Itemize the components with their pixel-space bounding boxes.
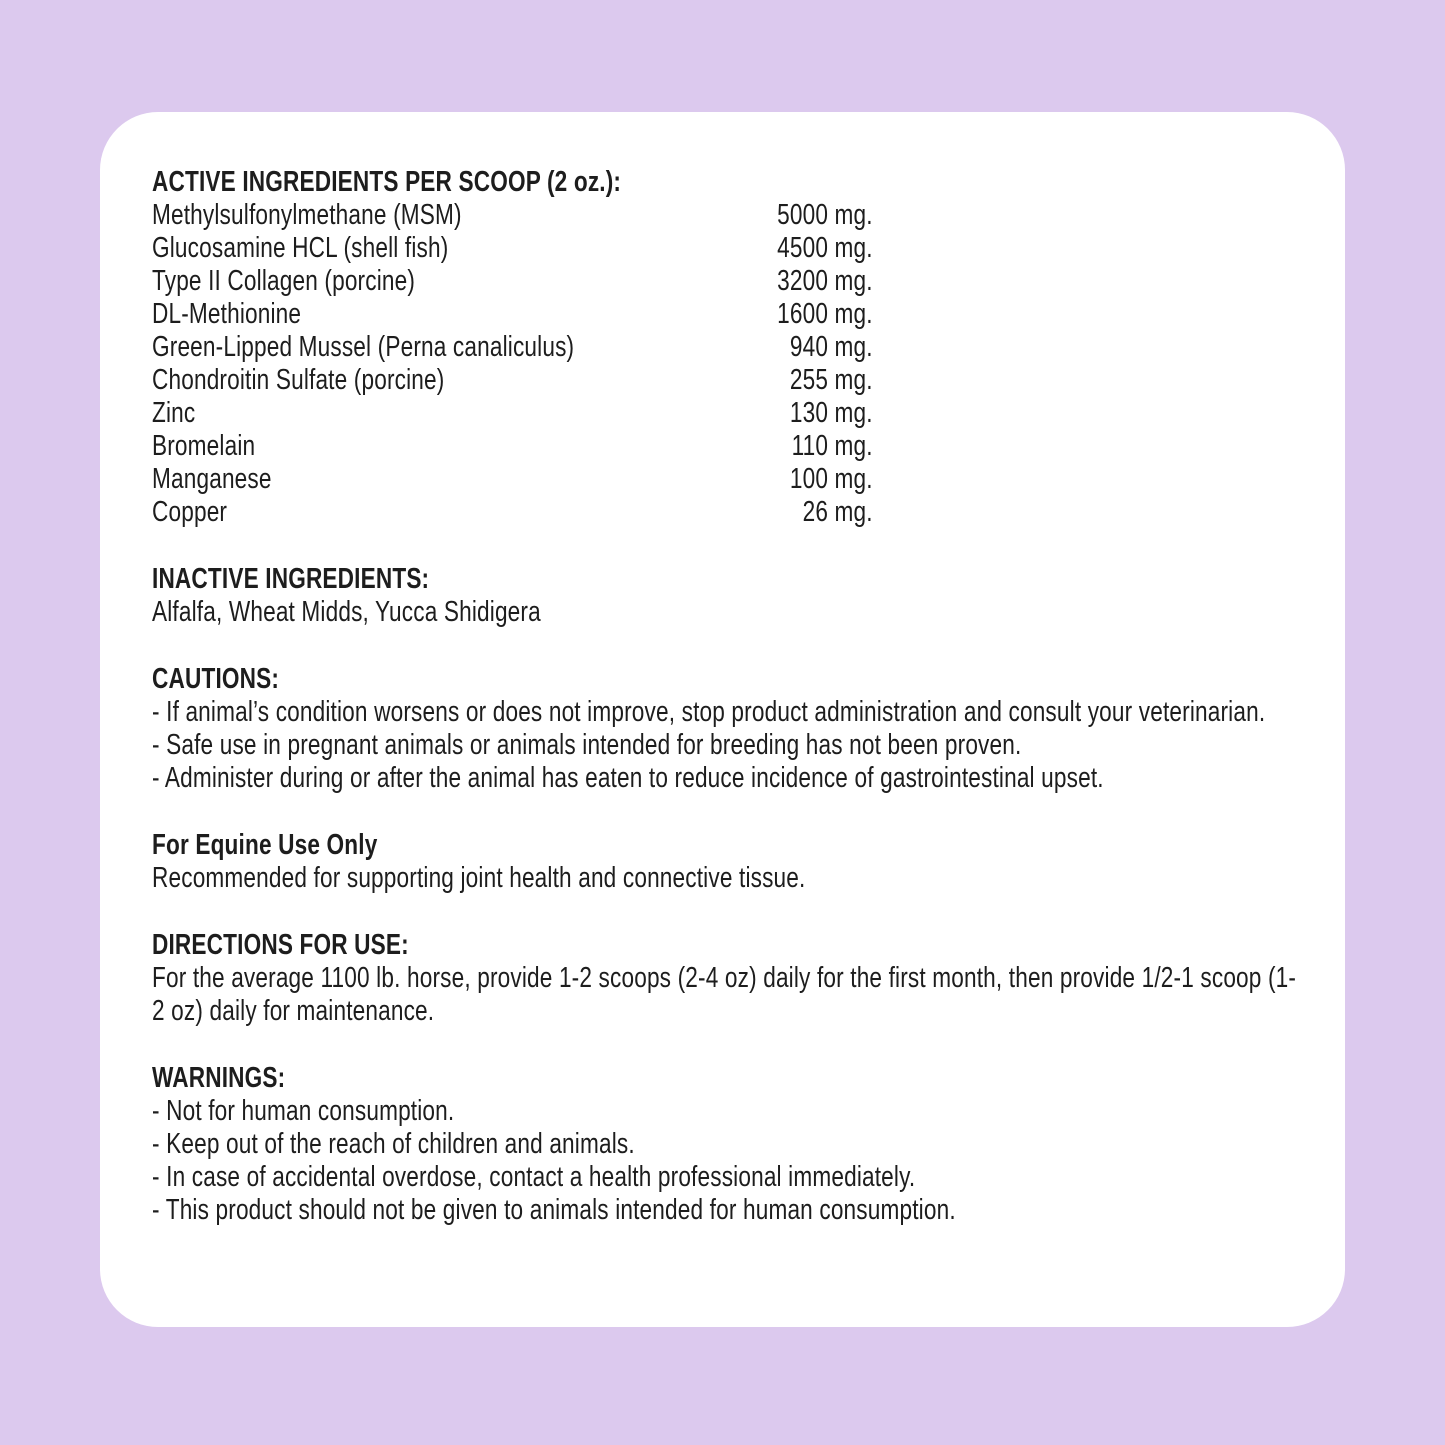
inactive-ingredients-heading: INACTIVE INGREDIENTS: xyxy=(152,563,430,595)
directions-body: For the average 1100 lb. horse, provide 1-2 scoops (2-4 oz) daily for the first month, then provide 1/2-1 scoop (1-2 oz) daily for maintenance. xyxy=(152,962,1297,1027)
ingredient-name: Manganese xyxy=(152,463,272,495)
ingredient-name: Green-Lipped Mussel (Perna canaliculus) xyxy=(152,331,575,363)
ingredient-row xyxy=(152,397,873,430)
ingredient-amount: 5000 mg. xyxy=(777,199,873,231)
directions-heading: DIRECTIONS FOR USE: xyxy=(152,929,409,961)
ingredient-amount: 940 mg. xyxy=(789,331,873,363)
ingredient-name: Methylsulfonylmethane (MSM) xyxy=(152,199,462,231)
inactive-ingredients-section xyxy=(152,563,1299,629)
ingredient-name: Bromelain xyxy=(152,430,256,462)
active-ingredients-section xyxy=(152,166,1299,529)
ingredient-name: Type II Collagen (porcine) xyxy=(152,265,416,297)
ingredient-row xyxy=(152,298,873,331)
label-card xyxy=(100,112,1345,1327)
ingredient-row xyxy=(152,232,873,265)
equine-use-heading: For Equine Use Only xyxy=(152,829,378,861)
ingredient-amount: 130 mg. xyxy=(789,397,873,429)
ingredient-name: DL-Methionine xyxy=(152,298,302,330)
warnings-heading: WARNINGS: xyxy=(152,1062,286,1094)
inactive-ingredients-list: Alfalfa, Wheat Midds, Yucca Shidigera xyxy=(152,596,541,628)
warning-item: - In case of accidental overdose, contact a health professional immediately. xyxy=(152,1161,916,1193)
equine-use-section xyxy=(152,829,1299,895)
ingredient-name: Glucosamine HCL (shell fish) xyxy=(152,232,449,264)
ingredient-row xyxy=(152,364,873,397)
caution-item: - Administer during or after the animal has eaten to reduce incidence of gastrointestinal upset. xyxy=(152,762,1104,794)
warning-item: - Keep out of the reach of children and animals. xyxy=(152,1128,635,1160)
equine-use-description: Recommended for supporting joint health and connective tissue. xyxy=(152,862,806,894)
ingredient-row xyxy=(152,331,873,364)
ingredient-name: Copper xyxy=(152,496,228,528)
ingredient-row xyxy=(152,265,873,298)
ingredient-row xyxy=(152,463,873,496)
cautions-heading: CAUTIONS: xyxy=(152,663,280,695)
ingredient-amount: 110 mg. xyxy=(791,430,873,462)
ingredient-row xyxy=(152,199,873,232)
warning-item: - Not for human consumption. xyxy=(152,1095,455,1127)
ingredient-row xyxy=(152,430,873,463)
ingredient-amount: 1600 mg. xyxy=(777,298,873,330)
directions-section xyxy=(152,929,1299,1028)
active-ingredients-heading: ACTIVE INGREDIENTS PER SCOOP (2 oz.): xyxy=(152,166,622,198)
caution-item: - Safe use in pregnant animals or animals intended for breeding has not been proven. xyxy=(152,729,1022,761)
ingredient-amount: 255 mg. xyxy=(789,364,873,396)
ingredient-amount: 26 mg. xyxy=(802,496,873,528)
caution-item: - If animal’s condition worsens or does not improve, stop product administration and consult your veterinarian. xyxy=(152,696,1266,728)
ingredient-amount: 4500 mg. xyxy=(777,232,873,264)
ingredient-amount: 100 mg. xyxy=(789,463,873,495)
warning-item: - This product should not be given to animals intended for human consumption. xyxy=(152,1194,956,1226)
ingredient-row xyxy=(152,496,873,529)
ingredient-name: Chondroitin Sulfate (porcine) xyxy=(152,364,445,396)
cautions-section xyxy=(152,663,1299,795)
active-ingredients-table xyxy=(152,199,873,529)
warnings-section xyxy=(152,1062,1299,1227)
ingredient-name: Zinc xyxy=(152,397,196,429)
ingredient-amount: 3200 mg. xyxy=(777,265,873,297)
label-content xyxy=(152,166,1299,1227)
